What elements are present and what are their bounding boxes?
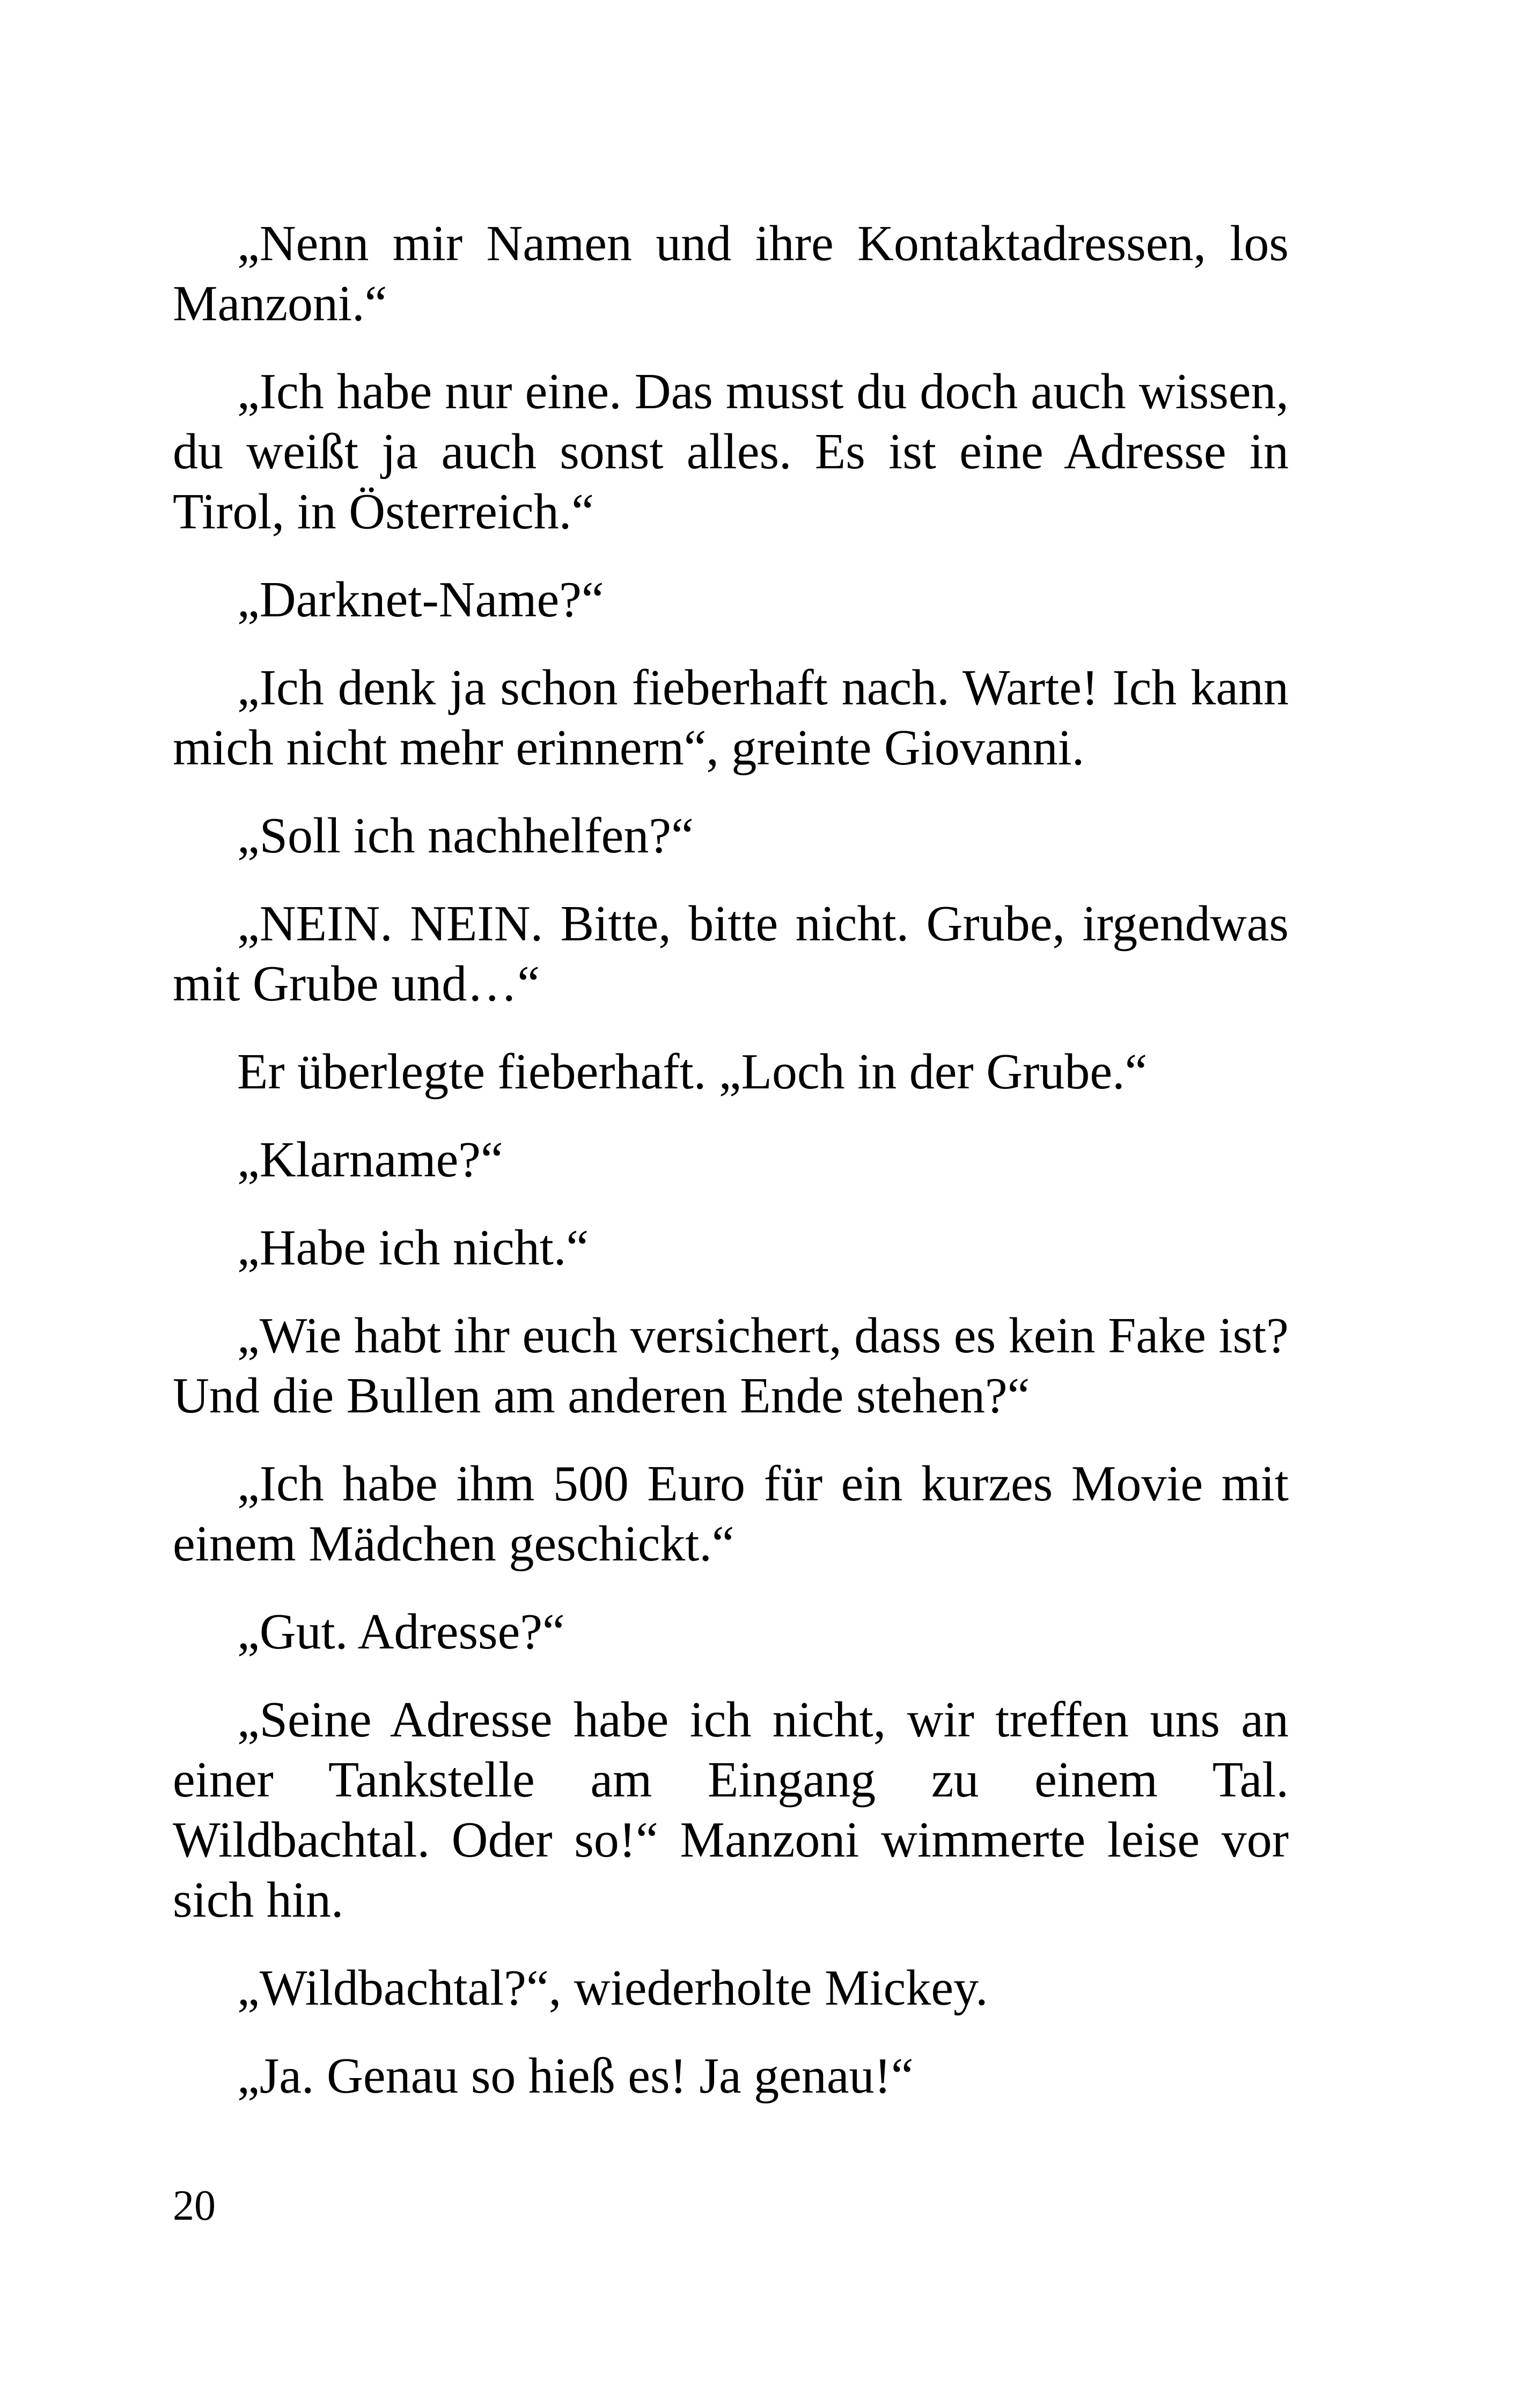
paragraph: „Wie habt ihr euch versichert, dass es kein Fake ist? Und die Bullen am anderen Ende stehen?“: [173, 1308, 1289, 1424]
paragraph: Er überlegte fieberhaft. „Loch in der Grube.“: [237, 1044, 1148, 1100]
paragraph: „Ich denk ja schon fieberhaft nach. Warte! Ich kann mich nicht mehr erinnern“, greinte Giovanni.: [173, 660, 1289, 776]
paragraph: „Habe ich nicht.“: [237, 1220, 589, 1276]
paragraph: „Ich habe nur eine. Das musst du doch auch wissen, du weißt ja auch sonst alles. Es ist eine Adresse in Tirol, in Österreich.“: [173, 364, 1289, 540]
page-number: 20: [173, 2182, 216, 2229]
paragraph: „Seine Adresse habe ich nicht, wir treffen uns an einer Tankstelle am Eingang zu einem Tal. Wildbachtal. Oder so!“ Manzoni wimmerte leise vor sich hin.: [173, 1692, 1289, 1928]
paragraph: „Nenn mir Namen und ihre Kontaktadressen, los Manzoni.“: [173, 216, 1289, 332]
paragraph: „Gut. Adresse?“: [237, 1604, 565, 1660]
paragraph: „Wildbachtal?“, wiederholte Mickey.: [237, 1960, 988, 2016]
paragraph: „Soll ich nachhelfen?“: [237, 808, 694, 864]
paragraph: „Ich habe ihm 500 Euro für ein kurzes Movie mit einem Mädchen geschickt.“: [173, 1456, 1289, 1572]
paragraph: „Klarname?“: [237, 1132, 503, 1188]
body-text: [173, 213, 1289, 2106]
paragraph: „Ja. Genau so hieß es! Ja genau!“: [237, 2048, 914, 2104]
paragraph: „Darknet-Name?“: [237, 572, 604, 628]
paragraph: „NEIN. NEIN. Bitte, bitte nicht. Grube, irgendwas mit Grube und…“: [173, 896, 1289, 1012]
